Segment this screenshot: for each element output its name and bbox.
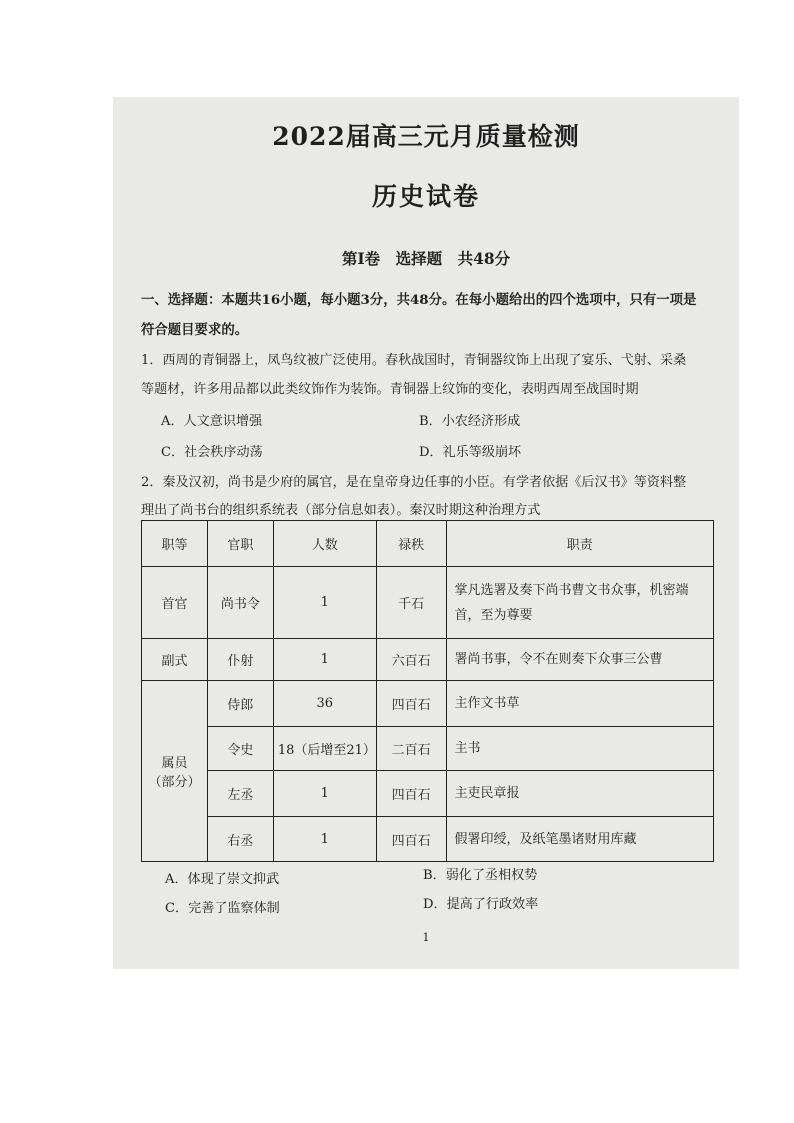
table-row (142, 567, 714, 639)
cell-duty: 主吏民章报 (446, 771, 713, 817)
q1-option-c: C．社会秩序动荡 (161, 445, 263, 460)
table-row (142, 727, 714, 771)
section-header: 第Ⅰ卷 选择题 共48分 (341, 249, 511, 268)
header-title: 官职 (207, 521, 273, 567)
header-duty: 职责 (446, 521, 713, 567)
q2-stem-line-1: 2．秦及汉初，尚书是少府的属官，是在皇帝身边任事的小臣。有学者依据《后汉书》等资料整 (141, 475, 687, 490)
table-header-row (142, 521, 714, 567)
cell-salary: 二百石 (376, 727, 446, 771)
cell-salary: 四百石 (376, 771, 446, 817)
cell-duty: 主书 (446, 727, 713, 771)
rank-staff-note: （部分） (148, 775, 201, 790)
cell-salary: 六百石 (376, 639, 446, 681)
cell-count: 18（后增至21） (273, 727, 376, 771)
q2-option-d: D．提高了行政效率 (423, 897, 539, 912)
duty-line: 掌凡选署及奏下尚书曹文书众事，机密端 (454, 582, 689, 598)
q2-option-c: C．完善了监察体制 (165, 901, 280, 916)
rank-deputy: 副式 (142, 639, 208, 681)
q2-stem-line-2: 理出了尚书台的组织系统表（部分信息如表）。秦汉时期这种治理方式 (141, 503, 541, 518)
cell-duty (446, 567, 713, 639)
q1-stem-line-2: 等题材，许多用品都以此类纹饰作为装饰。青铜器上纹饰的变化，表明西周至战国时期 (141, 382, 639, 397)
header-rank: 职等 (142, 521, 208, 567)
header-count: 人数 (273, 521, 376, 567)
header-salary: 禄秩 (376, 521, 446, 567)
cell-title: 左丞 (207, 771, 273, 817)
rank-staff-label: 属员 (161, 756, 188, 771)
duty-line: 首，至为尊要 (454, 607, 533, 623)
cell-count: 1 (273, 639, 376, 681)
cell-count: 1 (273, 771, 376, 817)
table-row (142, 817, 714, 862)
cell-duty: 假署印绶，及纸笔墨诸财用库藏 (446, 817, 713, 862)
official-system-table (141, 520, 714, 862)
cell-count: 1 (273, 567, 376, 639)
cell-salary: 四百石 (376, 681, 446, 727)
q1-stem-line-1: 1．西周的青铜器上，凤鸟纹被广泛使用。春秋战国时，青铜器纹饰上出现了宴乐、弋射、采桑 (141, 353, 687, 368)
table-row (142, 771, 714, 817)
instructions-line-2: 符合题目要求的。 (141, 322, 249, 338)
cell-title: 令史 (207, 727, 273, 771)
cell-title: 侍郎 (207, 681, 273, 727)
table-row (142, 639, 714, 681)
cell-duty: 署尚书事，令不在则奏下众事三公曹 (446, 639, 713, 681)
rank-chief: 首官 (142, 567, 208, 639)
cell-salary: 千石 (376, 567, 446, 639)
exam-title: 2022届高三元月质量检测 (272, 122, 580, 151)
cell-title: 右丞 (207, 817, 273, 862)
cell-title: 尚书令 (207, 567, 273, 639)
q2-option-a: A．体现了崇文抑武 (165, 872, 280, 887)
q1-option-d: D．礼乐等级崩坏 (419, 445, 522, 460)
cell-count: 36 (273, 681, 376, 727)
cell-title: 仆射 (207, 639, 273, 681)
rank-staff (142, 681, 208, 862)
q2-option-b: B．弱化了丞相权势 (423, 868, 538, 883)
exam-page (113, 97, 739, 969)
q1-option-b: B．小农经济形成 (419, 414, 521, 429)
instructions-line-1: 一、选择题：本题共16小题，每小题3分，共48分。在每小题给出的四个选项中，只有一项是 (141, 292, 697, 308)
cell-salary: 四百石 (376, 817, 446, 862)
q1-option-a: A．人文意识增强 (161, 414, 263, 429)
cell-count: 1 (273, 817, 376, 862)
table-row (142, 681, 714, 727)
cell-duty: 主作文书草 (446, 681, 713, 727)
page-number: 1 (422, 931, 430, 944)
subject-title: 历史试卷 (371, 182, 480, 211)
